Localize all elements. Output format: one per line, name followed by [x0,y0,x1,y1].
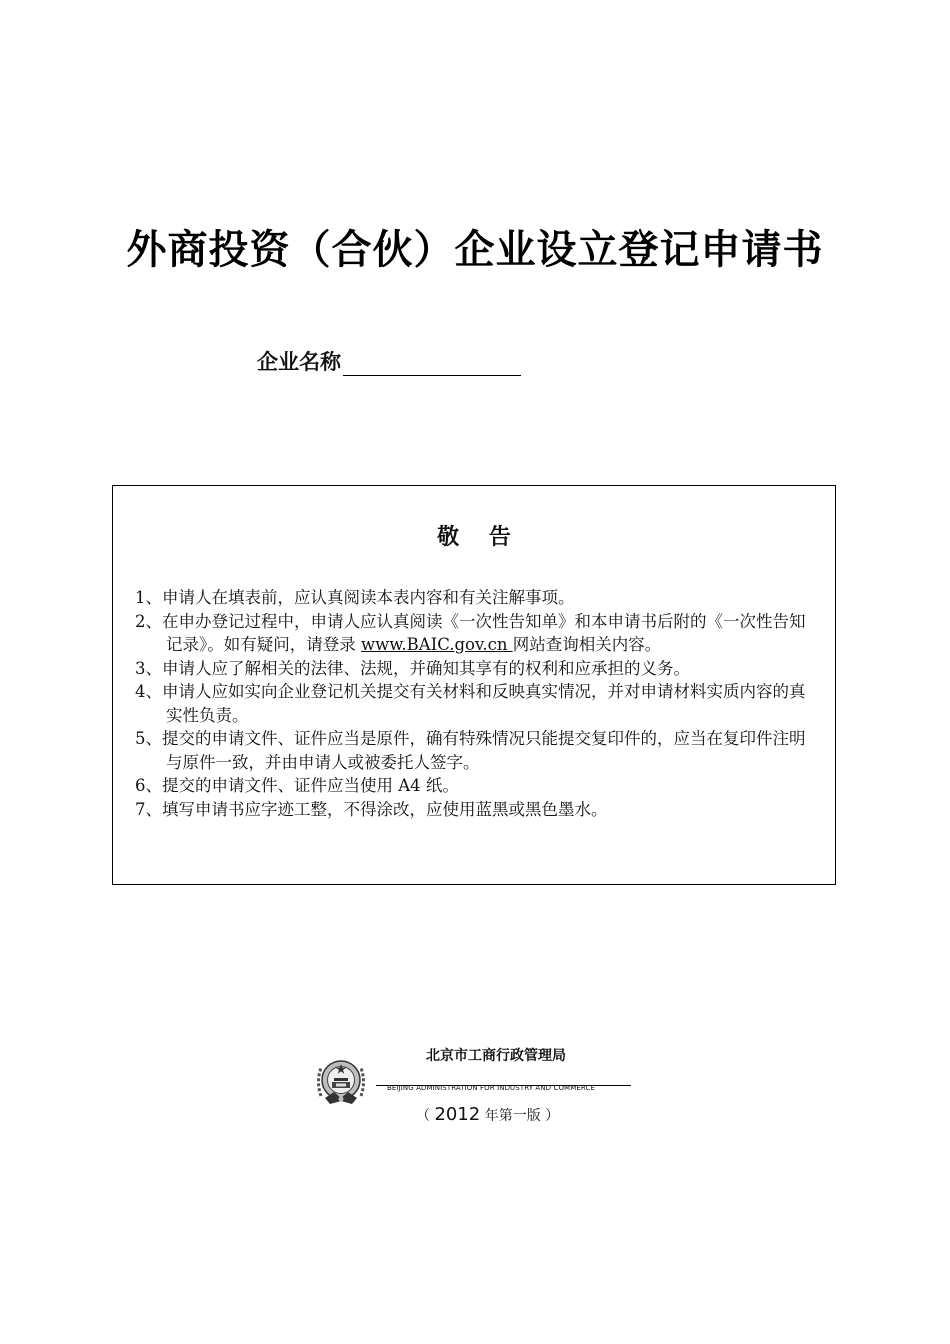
national-emblem-icon [312,1052,370,1108]
notice-item-text: 提交的申请文件、证件应当是原件，确有特殊情况只能提交复印件的，应当在复印件注明与原件一致，并由申请人或被委托人签字。 [162,729,806,772]
enterprise-name-field[interactable] [343,349,521,376]
notice-item-text: 网站查询相关内容。 [512,635,662,654]
notice-item [135,586,815,610]
notice-item-text: 填写申请书应字迹工整，不得涂改，应使用蓝黑或黑色墨水。 [162,799,608,819]
notice-item-number: 7、 [135,799,162,819]
enterprise-name-label: 企业名称 [257,350,341,374]
notice-item [135,657,815,681]
notice-item-text: 提交的申请文件、证件应当使用 A4 纸。 [162,776,459,795]
notice-item-text: 申请人在填表前，应认真阅读本表内容和有关注解事项。 [162,588,575,607]
edition-open: （ [416,1108,435,1124]
notice-box [112,485,836,885]
notice-item [135,680,815,727]
edition-label [416,1104,559,1125]
edition-year: 2012 [434,1104,481,1125]
notice-list [135,586,815,821]
notice-item-number: 6、 [135,776,162,795]
issuing-authority-english: BEIJING ADMINISTRATION FOR INDUSTRY AND COMMERCE [387,1084,595,1092]
notice-item-number: 2、 [135,611,162,631]
notice-item [135,727,815,774]
notice-item-number: 3、 [135,658,162,678]
notice-item-number: 1、 [135,588,162,607]
notice-item [135,774,815,798]
edition-rest: 年第一版 ） [480,1108,560,1124]
notice-item-text: 在申办登记过程中，申请人应认真阅读《一次性告知单》和本申请书后附的《一次性告知记录》。如有疑问，请登录 [162,611,806,654]
notice-item [135,798,815,822]
notice-item-number: 4、 [135,682,162,701]
notice-item-number: 5、 [135,729,162,748]
website-link[interactable]: www.BAIC.gov.cn [361,635,513,654]
notice-item [135,610,815,657]
notice-item-text: 申请人应如实向企业登记机关提交有关材料和反映真实情况，并对申请材料实质内容的真实性负责。 [162,682,806,725]
document-title: 外商投资（合伙）企业设立登记申请书 [126,227,824,273]
enterprise-name-row [257,346,521,376]
notice-heading: 敬 告 [437,525,511,550]
notice-item-text: 申请人应了解相关的法律、法规，并确知其享有的权利和应承担的义务。 [162,658,690,678]
issuing-authority: 北京市工商行政管理局 [426,1048,566,1064]
